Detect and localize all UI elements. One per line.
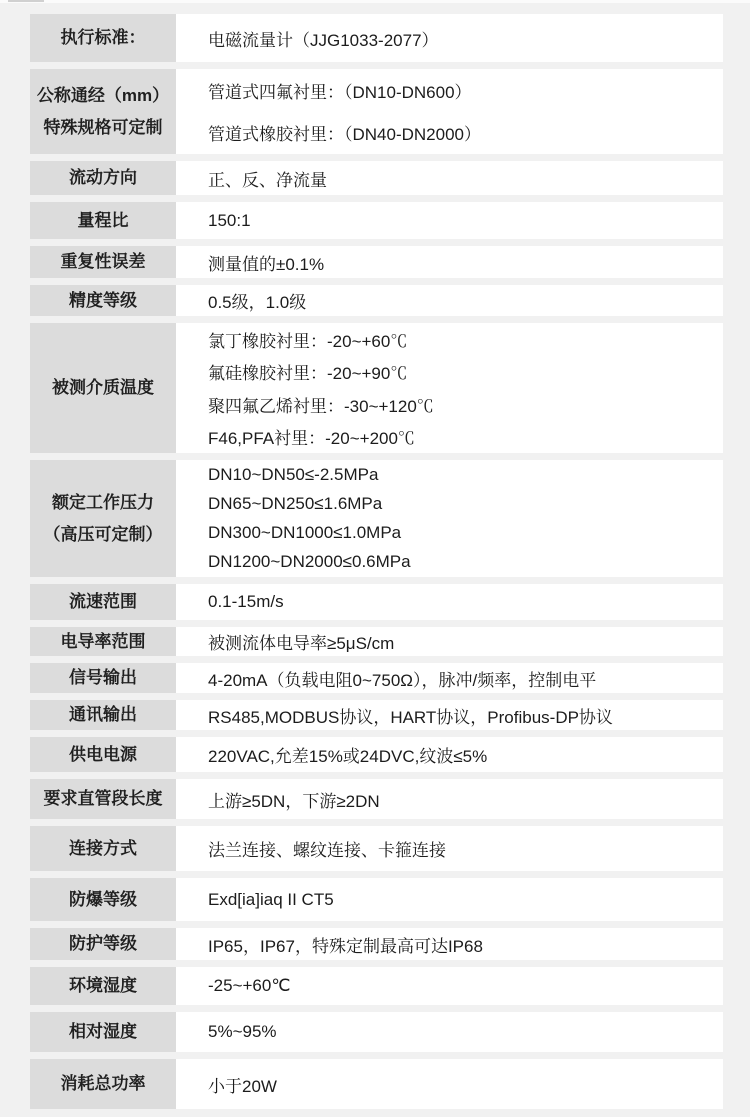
row-label — [30, 737, 176, 772]
row-value — [176, 285, 723, 316]
row-label — [30, 779, 176, 819]
row-label — [30, 584, 176, 620]
row-label-text: （高压可定制） — [43, 524, 163, 544]
row-value — [176, 700, 723, 730]
row-value-text: 正、反、净流量 — [208, 170, 327, 190]
spec-table — [30, 14, 723, 1109]
row-label-text: 信号输出 — [69, 668, 137, 687]
row-label — [30, 967, 176, 1005]
row-value-text: 4-20mA（负载电阻0~750Ω），脉冲/频率，控制电平 — [208, 670, 597, 690]
row-label — [30, 928, 176, 960]
table-row — [30, 285, 723, 316]
table-row — [30, 161, 723, 195]
row-label-text: 消耗总功率 — [60, 1074, 146, 1093]
row-label-text: 防护等级 — [69, 934, 137, 953]
row-label — [30, 1059, 176, 1109]
row-label-text: 公称通经（mm） — [36, 85, 170, 105]
row-label — [30, 700, 176, 730]
row-value-text: IP65，IP67，特殊定制最高可达IP68 — [208, 936, 483, 956]
row-value-text: 0.1-15m/s — [208, 592, 284, 611]
row-value-text: 220VAC,允差15%或24DVC,纹波≤5% — [208, 747, 488, 766]
row-label — [30, 1012, 176, 1052]
row-value-text: F46,PFA衬里：-20~+200℃ — [208, 429, 415, 449]
row-label — [30, 202, 176, 239]
row-label-text: 额定工作压力 — [52, 492, 154, 512]
row-label-text: 要求直管段长度 — [43, 789, 163, 808]
row-value — [176, 14, 723, 62]
row-value — [176, 1012, 723, 1052]
row-label-text: 特殊规格可定制 — [43, 117, 163, 137]
row-label-text: 流速范围 — [69, 592, 137, 611]
row-value-text: DN300~DN1000≤1.0MPa — [208, 523, 402, 543]
row-value-text: DN10~DN50≤-2.5MPa — [208, 464, 379, 484]
row-label — [30, 161, 176, 195]
row-value — [176, 737, 723, 772]
row-value-text: 电磁流量计（JJG1033-2077） — [208, 30, 439, 50]
table-row — [30, 323, 723, 453]
row-label — [30, 285, 176, 316]
row-label-text: 执行标准： — [60, 28, 146, 47]
row-label — [30, 69, 176, 154]
top-divider — [0, 0, 750, 3]
table-row — [30, 779, 723, 819]
row-value — [176, 878, 723, 921]
row-value — [176, 967, 723, 1005]
row-label — [30, 323, 176, 453]
table-row — [30, 878, 723, 921]
row-value — [176, 69, 723, 154]
table-row — [30, 460, 723, 577]
row-label-text: 连接方式 — [69, 838, 137, 858]
row-value-text: 0.5级，1.0级 — [208, 293, 307, 312]
table-row — [30, 663, 723, 693]
row-value-text: 上游≥5DN，下游≥2DN — [208, 791, 380, 811]
row-value — [176, 826, 723, 871]
row-label — [30, 460, 176, 577]
row-value — [176, 323, 723, 453]
row-value-text: 氟硅橡胶衬里：-20~+90℃ — [208, 364, 408, 384]
row-value-text: 小于20W — [208, 1076, 277, 1096]
top-divider-mark — [8, 0, 44, 2]
table-row — [30, 1012, 723, 1052]
row-value — [176, 584, 723, 620]
row-label — [30, 627, 176, 656]
row-value — [176, 1059, 723, 1109]
row-value — [176, 928, 723, 960]
table-row — [30, 737, 723, 772]
table-row — [30, 1059, 723, 1109]
row-label-text: 防爆等级 — [69, 889, 137, 909]
table-row — [30, 826, 723, 871]
table-row — [30, 246, 723, 278]
row-label — [30, 14, 176, 62]
row-value — [176, 627, 723, 656]
row-value — [176, 202, 723, 239]
row-value — [176, 779, 723, 819]
table-row — [30, 202, 723, 239]
row-value-text: 聚四氟乙烯衬里：-30~+120℃ — [208, 396, 434, 416]
row-value-text: -25~+60℃ — [208, 976, 291, 995]
row-label-text: 重复性误差 — [60, 252, 146, 271]
row-value-text: 法兰连接、螺纹连接、卡箍连接 — [208, 841, 446, 860]
row-label-text: 相对湿度 — [69, 1022, 137, 1041]
row-label — [30, 246, 176, 278]
table-row — [30, 967, 723, 1005]
row-value-text: 被测流体电导率≥5μS/cm — [208, 634, 395, 653]
table-row — [30, 14, 723, 62]
row-value — [176, 246, 723, 278]
row-value — [176, 161, 723, 195]
row-label — [30, 826, 176, 871]
row-value-text: 氯丁橡胶衬里：-20~+60℃ — [208, 331, 408, 351]
row-value-text: Exd[ia]iaq II CT5 — [208, 889, 334, 909]
row-value-text: DN65~DN250≤1.6MPa — [208, 493, 383, 513]
row-label-text: 环境湿度 — [69, 976, 137, 995]
row-label-text: 电导率范围 — [60, 631, 146, 651]
row-value — [176, 460, 723, 577]
row-value-text: 管道式橡胶衬里：（DN40-DN2000） — [208, 125, 481, 145]
table-row — [30, 627, 723, 656]
row-value-text: 测量值的±0.1% — [208, 254, 325, 274]
row-label-text: 供电电源 — [69, 744, 137, 764]
row-value-text: RS485,MODBUS协议，HART协议，Profibus-DP协议 — [208, 707, 613, 727]
row-value-text: 5%~95% — [208, 1022, 277, 1041]
table-row — [30, 584, 723, 620]
table-row — [30, 69, 723, 154]
row-value-text: 管道式四氟衬里：（DN10-DN600） — [208, 82, 472, 102]
row-label-text: 精度等级 — [69, 290, 137, 310]
row-label-text: 通讯输出 — [69, 705, 137, 724]
table-row — [30, 928, 723, 960]
row-label-text: 流动方向 — [69, 168, 137, 187]
row-value — [176, 663, 723, 693]
row-label-text: 被测介质温度 — [52, 378, 154, 397]
table-row — [30, 700, 723, 730]
row-value-text: DN1200~DN2000≤0.6MPa — [208, 552, 411, 572]
row-value-text: 150:1 — [208, 210, 251, 230]
row-label-text: 量程比 — [77, 210, 129, 230]
row-label — [30, 878, 176, 921]
row-label — [30, 663, 176, 693]
